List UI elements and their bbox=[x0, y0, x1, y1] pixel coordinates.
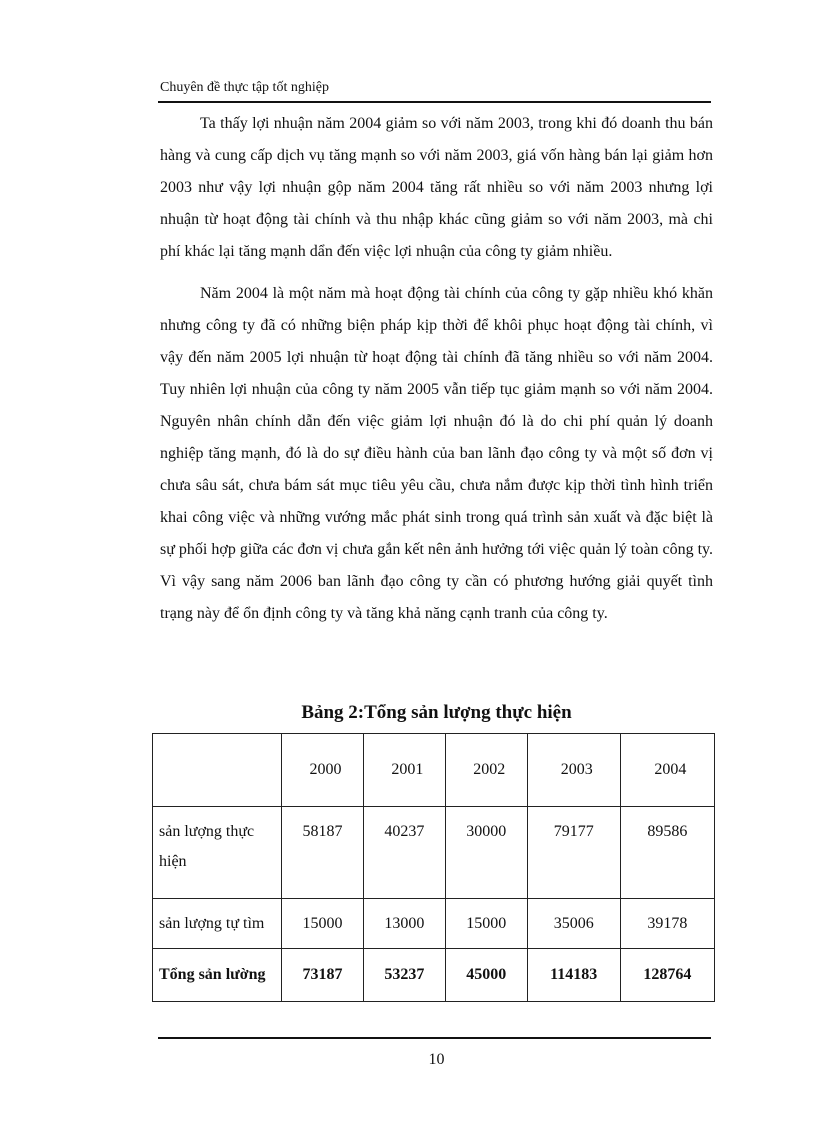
header-divider bbox=[158, 101, 711, 103]
year-header-2002: 2002 bbox=[445, 734, 527, 807]
year-header-2001: 2001 bbox=[363, 734, 445, 807]
table-cell: 89586 bbox=[620, 807, 714, 899]
table-cell: 73187 bbox=[282, 949, 364, 1002]
table-cell: 13000 bbox=[363, 899, 445, 949]
table-corner-cell bbox=[153, 734, 282, 807]
year-header-2004: 2004 bbox=[620, 734, 714, 807]
table-cell: 15000 bbox=[445, 899, 527, 949]
table-cell: 15000 bbox=[282, 899, 364, 949]
table-total-row bbox=[153, 949, 715, 1002]
table-cell: 35006 bbox=[527, 899, 620, 949]
year-header-2003: 2003 bbox=[527, 734, 620, 807]
paragraph-2: Năm 2004 là một năm mà hoạt động tài chính của công ty gặp nhiều khó khăn nhưng công ty đã có những biện pháp kịp thời để khôi phục hoạt động tài chính, vì vậy đến năm 2005 lợi nhuận từ hoạt động tài chính đã tăng nhiều so với năm 2004. Tuy nhiên lợi nhuận của công ty năm 2005 vẫn tiếp tục giảm mạnh so với năm 2004. Nguyên nhân chính dẫn đến việc giảm lợi nhuận đó là do chi phí quản lý doanh nghiệp tăng mạnh, đó là do sự điều hành của ban lãnh đạo công ty và một số đơn vị chưa sâu sát, chưa bám sát mục tiêu yêu cầu, chưa nắm được kịp thời tình hình triển khai công việc và những vướng mắc phát sinh trong quá trình sản xuất và đặc biệt là sự phối hợp giữa các đơn vị chưa gắn kết nên ảnh hưởng tới việc quản lý toàn công ty. Vì vậy sang năm 2006 ban lãnh đạo công ty cần có phương hướng giải quyết tình trạng này để ổn định công ty và tăng khả năng cạnh tranh của công ty. bbox=[160, 285, 713, 622]
body-text bbox=[160, 108, 713, 630]
table-cell: 128764 bbox=[620, 949, 714, 1002]
table-cell: 30000 bbox=[445, 807, 527, 899]
footer-divider bbox=[158, 1037, 711, 1039]
table-row bbox=[153, 807, 715, 899]
table-cell: 40237 bbox=[363, 807, 445, 899]
production-table bbox=[152, 733, 715, 1002]
row-label: sản lượng thực hiện bbox=[153, 807, 282, 899]
table-cell: 39178 bbox=[620, 899, 714, 949]
paragraph-1: Ta thấy lợi nhuận năm 2004 giảm so với năm 2003, trong khi đó doanh thu bán hàng và cung cấp dịch vụ tăng mạnh so với năm 2003, giá vốn hàng bán lại giảm hơn 2003 như vậy lợi nhuận gộp năm 2004 tăng rất nhiều so với năm 2003 nhưng lợi nhuận từ hoạt động tài chính và thu nhập khác cũng giảm so với năm 2003, mà chi phí khác lại tăng mạnh dẩn đến việc lợi nhuận của công ty giảm nhiều. bbox=[160, 115, 713, 260]
table-title: Bảng 2:Tổng sản lượng thực hiện bbox=[301, 702, 572, 723]
table-cell: 79177 bbox=[527, 807, 620, 899]
running-header: Chuyên đề thực tập tốt nghiệp bbox=[160, 80, 329, 95]
year-header-2000: 2000 bbox=[282, 734, 364, 807]
table-cell: 53237 bbox=[363, 949, 445, 1002]
page-number: 10 bbox=[428, 1051, 445, 1068]
table-cell: 58187 bbox=[282, 807, 364, 899]
row-label: sản lượng tự tìm bbox=[153, 899, 282, 949]
table-header-row bbox=[153, 734, 715, 807]
table-cell: 114183 bbox=[527, 949, 620, 1002]
table-row bbox=[153, 899, 715, 949]
row-label: Tổng sản lường bbox=[153, 949, 282, 1002]
table-cell: 45000 bbox=[445, 949, 527, 1002]
